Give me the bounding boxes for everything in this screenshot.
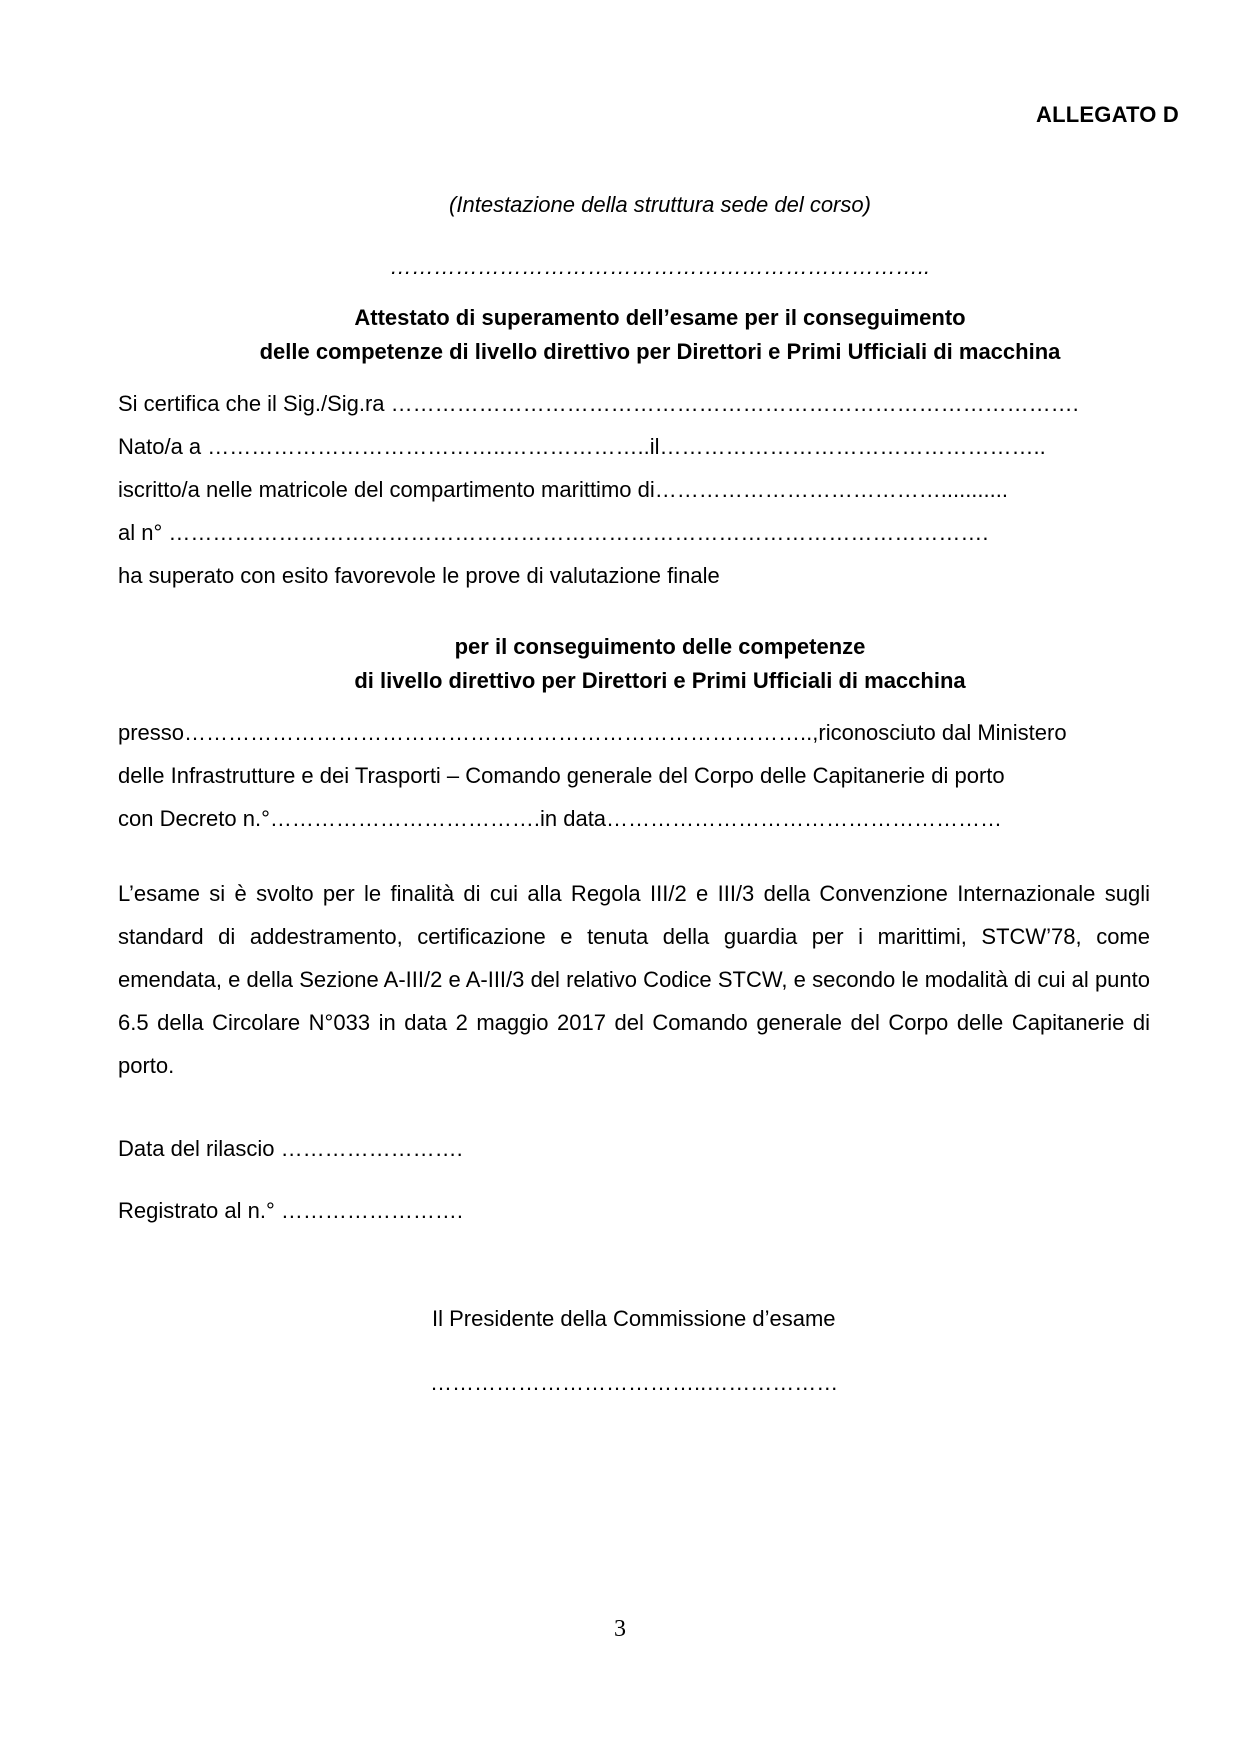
president-signature-label: Il Presidente della Commissione d’esame (432, 1306, 836, 1331)
competence-subtitle-line-1: per il conseguimento delle competenze (454, 634, 866, 659)
institution-header-placeholder (0, 188, 1240, 222)
page-number: 3 (614, 1616, 626, 1642)
registered-number-line: Registrato al n.° ……………………. (118, 1198, 463, 1223)
birth-line: Nato/a a …………………………………..………………..il…………………………………………….. (118, 434, 1046, 459)
issue-date-line: Data del rilascio ……………………. (118, 1136, 463, 1161)
certify-name-line: Si certifica che il Sig./Sig.ra …………………………………………………………………………………. (118, 391, 1079, 416)
decree-line: con Decreto n.°……………………………….in data……………………………………………… (118, 806, 1003, 831)
close-parenthesis: ) (863, 192, 871, 217)
presso-line: presso…………………………………………………………………………..,riconosciuto dal Ministero (118, 720, 1067, 745)
attachment-label: ALLEGATO D (1036, 102, 1179, 127)
institution-header-text: Intestazione della struttura sede del corso (456, 192, 864, 217)
ministry-line: delle Infrastrutture e dei Trasporti – Comando generale del Corpo delle Capitanerie di porto (118, 763, 1005, 788)
competence-subtitle-line-2: di livello direttivo per Direttori e Primi Ufficiali di macchina (354, 668, 966, 693)
exam-purpose-paragraph: L’esame si è svolto per le finalità di cui alla Regola III/2 e III/3 della Convenzione Internazionale sugli standard di addestramento, certificazione e tenuta della guardia per i marittimi, STCW’78, come emendata, e della Sezione A-III/2 e A-III/3 del relativo Codice STCW, e secondo le modalità di cui al punto 6.5 della Circolare N°033 in data 2 maggio 2017 del Comando generale del Corpo delle Capitanerie di porto. (118, 881, 1150, 1078)
certificate-title (0, 301, 1240, 369)
institution-header-dots: ……………………………………………………………….. (389, 254, 931, 279)
registry-number-line: al n° …………………………………………………………………………………………………. (118, 520, 989, 545)
president-signature-dots: ………………………………..……………… (430, 1370, 839, 1395)
registry-line: iscritto/a nelle matricole del compartimento marittimo di…………………………………........... (118, 477, 1008, 502)
competence-subtitle (0, 630, 1240, 698)
certificate-title-line-2: delle competenze di livello direttivo per Direttori e Primi Ufficiali di macchina (259, 339, 1061, 364)
certificate-title-line-1: Attestato di superamento dell’esame per il conseguimento (354, 305, 966, 330)
passed-statement: ha superato con esito favorevole le prove di valutazione finale (118, 563, 720, 588)
open-parenthesis: ( (449, 192, 457, 217)
